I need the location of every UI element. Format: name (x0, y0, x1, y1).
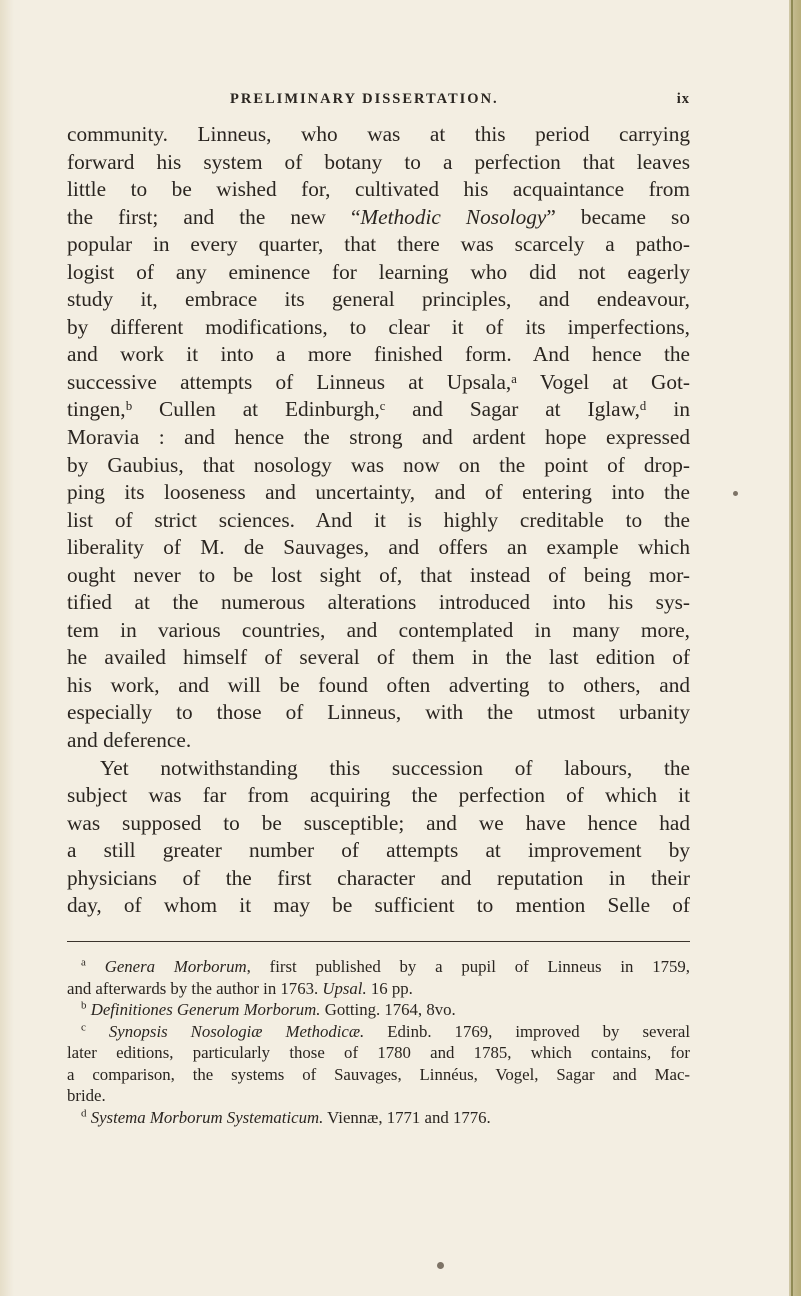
body-line: was supposed to be susceptible; and we have hence had (67, 810, 690, 835)
footnote-line: bride. (67, 1086, 106, 1105)
footnote-line (67, 1021, 690, 1043)
body-line: forward his system of botany to a perfection that leaves (67, 149, 690, 174)
body-line: physicians of the first character and reputation in their (67, 865, 690, 890)
body-line: ping its looseness and uncertainty, and of entering into the (67, 480, 690, 505)
footnote-text: Synopsis Nosologiæ Methodicæ. Edinb. 1769, improved by several (108, 1021, 690, 1041)
body-line: Moravia : and hence the strong and ardent hope expressed (67, 425, 690, 450)
body-line: especially to those of Linneus, with the utmost urbanity (67, 700, 690, 725)
footnote-line: a comparison, the systems of Sauvages, Linnéus, Vogel, Sagar and Mac- (67, 1064, 690, 1084)
body-line: day, of whom it may be sufficient to mention Selle of (67, 893, 690, 918)
body-line: little to be wished for, cultivated his acquaintance from (67, 177, 690, 202)
body-line: a still greater number of attempts at improvement by (67, 838, 690, 863)
body-line: he availed himself of several of them in the last edition of (67, 645, 690, 670)
body-line: by different modifications, to clear it of its imperfections, (67, 314, 690, 339)
footnote-text: Systema Morborum Systematicum. Viennæ, 1771 and 1776. (90, 1107, 491, 1127)
ink-blemish (733, 491, 738, 496)
footnote-mark: c (81, 1020, 86, 1033)
body-line: liberality of M. de Sauvages, and offers an example which (67, 535, 690, 560)
body-line: community. Linneus, who was at this period carrying (67, 122, 690, 146)
body-line: popular in every quarter, that there was scarcely a patho- (67, 232, 690, 257)
footnote-line: later editions, particularly those of 1780 and 1785, which contains, for (67, 1043, 690, 1062)
body-line: study it, embrace its general principles, and endeavour, (67, 287, 690, 312)
body-line: subject was far from acquiring the perfection of which it (67, 783, 690, 808)
footnote-b (67, 999, 690, 1021)
footnote-mark: d (81, 1106, 87, 1119)
body-text (67, 121, 690, 920)
footnote-c (67, 1021, 690, 1107)
footnotes (67, 956, 690, 1128)
body-line: and work it into a more finished form. And hence the (67, 342, 690, 367)
page-edge (789, 0, 801, 1296)
body-line: tingen,ᵇ Cullen at Edinburgh,ᶜ and Sagar at Iglaw,ᵈ in (67, 397, 690, 422)
body-line: his work, and will be found often adverting to others, and (67, 672, 690, 697)
body-line: tified at the numerous alterations introduced into his sys- (67, 590, 690, 615)
footnote-line (67, 1107, 690, 1129)
footnote-rule (67, 941, 690, 942)
running-head-title: PRELIMINARY DISSERTATION. (230, 91, 499, 107)
body-line: tem in various countries, and contemplated in many more, (67, 617, 690, 642)
body-line: ought never to be lost sight of, that instead of being mor- (67, 562, 690, 587)
body-line: and deference. (67, 728, 192, 753)
footnote-line (67, 999, 690, 1021)
page-gutter-shadow (0, 0, 14, 1296)
body-line: list of strict sciences. And it is highly creditable to the (67, 507, 690, 532)
body-line: the first; and the new “Methodic Nosology” became so (67, 204, 690, 229)
footnote-line (67, 956, 690, 978)
paragraph-start-line: Yet notwithstanding this succession of labours, the (100, 755, 690, 780)
footnote-text: Definitiones Generum Morborum. Gotting. 1764, 8vo. (90, 1000, 456, 1019)
running-head (230, 91, 690, 108)
body-line: successive attempts of Linneus at Upsala,ᵃ Vogel at Got- (67, 369, 690, 394)
footnote-text: Genera Morborum, first published by a pupil of Linneus in 1759, (104, 957, 691, 976)
footnote-line: and afterwards by the author in 1763. Upsal. 16 pp. (67, 978, 413, 998)
ink-blemish (437, 1262, 444, 1269)
footnote-d (67, 1107, 690, 1129)
footnote-mark: a (81, 956, 86, 969)
footnote-mark: b (81, 999, 87, 1012)
page-edge-line (791, 0, 793, 1296)
footnote-a (67, 956, 690, 999)
page-number: ix (676, 91, 690, 107)
body-line: by Gaubius, that nosology was now on the point of drop- (67, 452, 690, 477)
body-line: logist of any eminence for learning who did not eagerly (67, 259, 690, 284)
